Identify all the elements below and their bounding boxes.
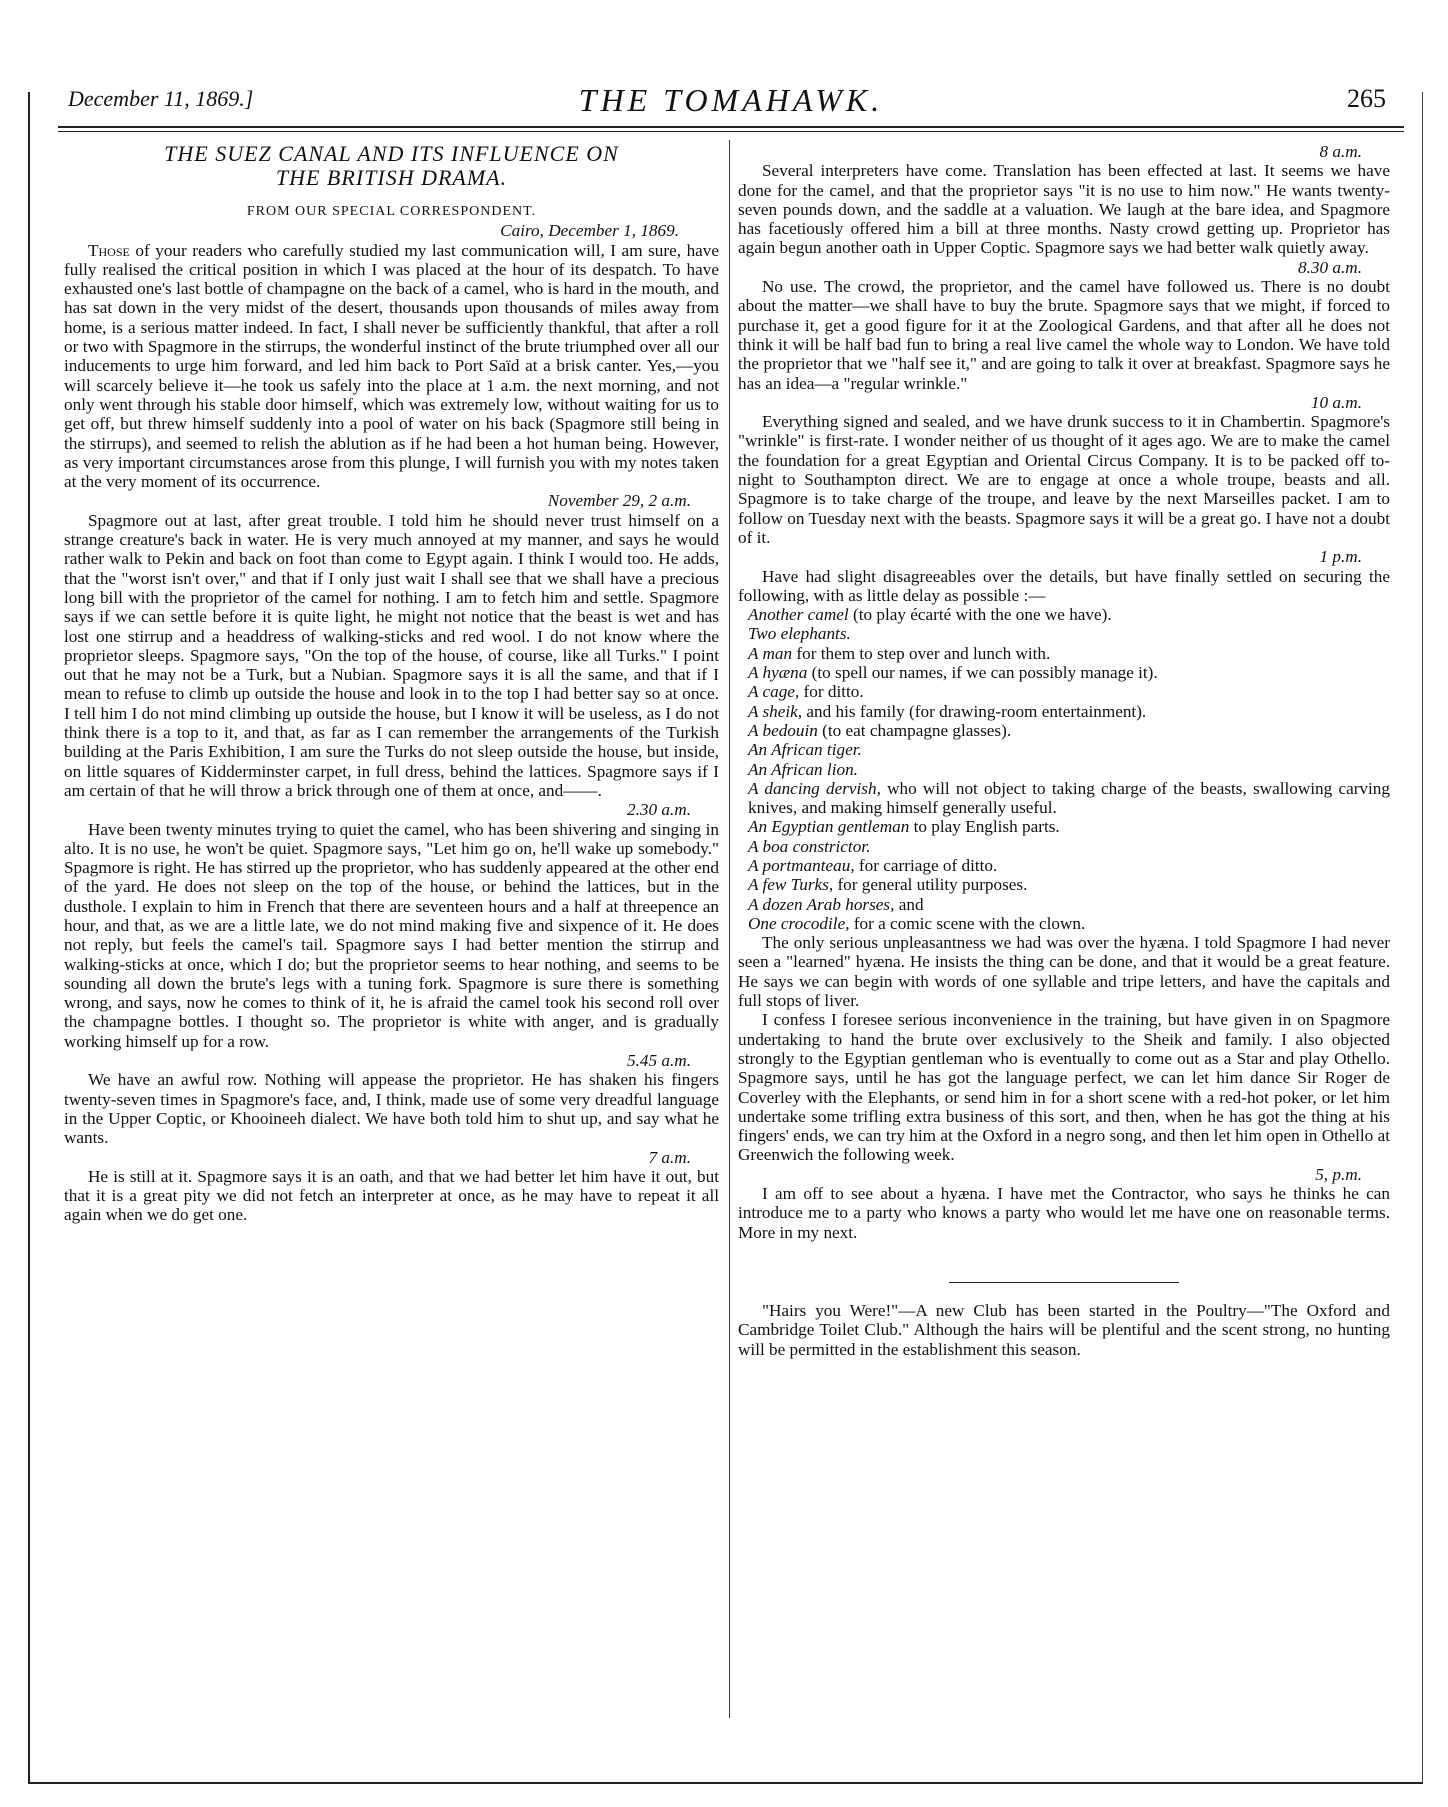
header-date: December 11, 1869.] <box>68 86 254 111</box>
list-item: An African lion. <box>748 759 858 779</box>
column-divider <box>729 140 730 1718</box>
header-rule <box>58 126 1404 128</box>
paragraph: We have an awful row. Nothing will appease the proprietor. He has shaken his fingers twenty-seven times in Spagmore's face, and, I think, made use of some very dreadful language in the Upper Coptic, or Khooineeh dialect. We have both told him to shut up, and say what he wants. <box>64 1070 719 1148</box>
timestamp: 5, p.m. <box>1315 1164 1362 1184</box>
list-item: A sheik, and his family (for drawing-room entertainment). <box>748 701 1147 721</box>
list-item: An African tiger. <box>748 740 862 760</box>
paragraph: The only serious unpleasantness we had was over the hyæna. I told Spagmore I had never seen a "learned" hyæna. He insists the thing can be done, and that it would be a great feature. He says we can begin with words of one syllable and tripe letters, and have the capitals and full stops of liver. <box>738 933 1390 1011</box>
paragraph: Several interpreters have come. Translation has been effected at last. It seems we have done for the camel, and that the proprietor says "it is no use to him now." He wants twenty-seven pounds down, and the saddle at a valuation. We laugh at the bare idea, and Spagmore has facetiously offered him a bill at three months. Nasty crowd getting up. Proprietor has again begun another oath in Upper Coptic. Spagmore says we had better walk quietly away. <box>738 161 1390 258</box>
timestamp: 1 p.m. <box>1319 547 1362 567</box>
news-paragraph: "Hairs you Were!"—A new Club has been started in the Poultry—"The Oxford and Cambridge Toilet Club." Although the hairs will be plentiful and the scent strong, no hunting will be permitted in the establishment this season. <box>738 1300 1390 1359</box>
byline: FROM OUR SPECIAL CORRESPONDENT. <box>246 204 537 219</box>
section-separator <box>949 1282 1179 1283</box>
page-header <box>58 82 1404 116</box>
paragraph: Those of your readers who carefully studied my last communication will, I am sure, have fully realised the critical position in which I was placed at the hour of its despatch. To have exhausted one's last bottle of champagne on the back of a camel, who is hard in the mouth, and has sat down in the very midst of the desert, thousands upon thousands of miles away from home, is a serious matter indeed. In fact, I shall never be sufficiently thankful, that after a roll or two with Spagmore in the stirrups, the wonderful instinct of the brute triumphed over all our inducements to urge him forward, and led him back to Port Saïd at a brisk canter. Yes,—you will scarcely believe it—he took us safely into the place at 1 a.m. the next morning, and not only went through his stable door himself, which was extremely low, without waiting for us to get off, but threw himself suddenly into a pool of water on his back (Spagmore still being in the stirrups), and seemed to relish the ablution as if he had been a hot human being. However, as very important circumstances arose from this plunge, I will furnish you with my notes taken at the very moment of its occurrence. <box>64 240 720 492</box>
list-item: An Egyptian gentleman to play English parts. <box>748 817 1060 837</box>
masthead-title: THE TOMAHAWK. <box>578 82 884 118</box>
header-rule-thin <box>58 131 1404 132</box>
timestamp: 8 a.m. <box>1319 142 1362 161</box>
paragraph: He is still at it. Spagmore says it is an oath, and that we had better let him have it out, but that it is a great pity we did not fetch an interpreter at once, as he may have to repeat it all again when we do get one. <box>64 1166 719 1225</box>
list-item: A dancing dervish, who will not object to taking charge of the beasts, swallowing carving knives, and making himself generally useful. <box>748 778 1390 818</box>
paragraph: Everything signed and sealed, and we have drunk success to it in Chambertin. Spagmore's "wrinkle" is first-rate. I wonder neither of us thought of it ages ago. We are to make the camel the foundation for a great Egyptian and Oriental Circus Company. It is to be packed off to-night to Southampton direct. We are to engage at once a whole troupe, beasts and all. Spagmore is to take charge of the troupe, and leave by the next Marseilles packet. I am to follow on Tuesday next with the beasts. Spagmore says it will be a great go. I have not a doubt of it. <box>738 412 1390 547</box>
paragraph: Have been twenty minutes trying to quiet the camel, who has been shivering and singing in alto. It is no use, he won't be quiet. Spagmore says, "Let him go on, he'll wake up somebody." Spagmore is right. He has stirred up the proprietor, who has suddenly appeared at the other end of the yard. He does not sleep on the top of the house, or behind the lattices, but in the dusthole. I explain to him in French that there are seventeen hours and a half at threepence an hour, and that, as we are a little late, we do not mind making five and sixpence of it. He does not reply, but feels the camel's tail. Spagmore says I had better mention the stirrup and walking-sticks at once, which I do; but the proprietor seems to hear nothing, and seems to be sounding all down the brute's legs with a tuning fork. Spagmore is sure there is something wrong, and says, now he comes to think of it, he is afraid the camel took his second roll over the champagne bottles. I thought so. The proprietor is white with anger, and is gradually working himself up for a row. <box>64 819 719 1051</box>
dateline: Cairo, December 1, 1869. <box>500 221 679 241</box>
list-item: Two elephants. <box>748 624 851 644</box>
timestamp: November 29, 2 a.m. <box>547 491 691 511</box>
list-item: A portmanteau, for carriage of ditto. <box>748 855 998 875</box>
timestamp: 10 a.m. <box>1310 392 1362 412</box>
paragraph: Spagmore out at last, after great trouble. I told him he should never trust himself on a strange creature's back in water. He is very much annoyed at my manner, and says he would rather walk to Pekin and back on foot than come to Egypt again. I think I would too. He adds, that the "worst isn't over," and that if I only just wait I shall see that we shall have a precious long bill with the proprietor of the camel for nothing. I am to fetch him and settle. Spagmore says if we can settle before it is quite light, he might not notice that the beast is wet and has lost one stirrup and a headdress of walking-sticks and red wool. I do not know where the proprietor sleeps. Spagmore says, "On the top of the house, of course, like all Turks." I point out that he may not be a Turk, but a Nubian. Spagmore says it is all the same, and that if I mean to refuse to climb up outside the house and look in to the top I had better say so at once. I tell him I do not mind climbing up outside the house, but I know it will be useless, as I do not think there is a top to it, and that, as far as I can remember the arrangements of the Turkish building at the Paris Exhibition, I am sure the Turks do not sleep outside the house, but inside, on little squares of Kidderminster carpet, in full dress, behind the lattices. Spagmore says if I am certain of that he will throw a brick through one of them at once, and——. <box>64 510 719 800</box>
list-item: A man for them to step over and lunch with. <box>748 643 1051 663</box>
paragraph: I am off to see about a hyæna. I have met the Contractor, who says he thinks he can introduce me to a party who knows a party who would let me have one on reasonable terms. More in my next. <box>738 1184 1390 1242</box>
list-item: A dozen Arab horses, and <box>748 894 924 914</box>
list-item: One crocodile, for a comic scene with the clown. <box>748 913 1086 933</box>
timestamp: 5.45 a.m. <box>627 1051 691 1071</box>
paragraph: No use. The crowd, the proprietor, and the camel have followed us. There is no doubt about the matter—we shall have to buy the brute. Spagmore says that we might, if forced to purchase it, get a good figure for it at the Zoological Gardens, and that after all he does not think it will be half bad fun to bring a real live camel the whole way to London. We have told the proprietor that we "half see it," and are going to talk it over at breakfast. Spagmore says he has an idea—a "regular wrinkle." <box>738 277 1390 393</box>
timestamp: 7 a.m. <box>648 1147 691 1167</box>
article-title: THE SUEZ CANAL AND ITS INFLUENCE ON THE BRITISH DRAMA. <box>164 141 619 190</box>
list-item: A cage, for ditto. <box>748 682 864 702</box>
paragraph: Have had slight disagreeables over the details, but have finally settled on securing the following, with as little delay as possible :— <box>738 566 1390 605</box>
page-number: 265 <box>1347 84 1386 113</box>
right-column <box>738 142 1390 1359</box>
list-item: A bedouin (to eat champagne glasses). <box>748 720 1012 740</box>
list-item: Another camel (to play écarté with the one we have). <box>748 605 1112 625</box>
timestamp: 2.30 a.m. <box>627 800 691 820</box>
timestamp: 8.30 a.m. <box>1298 257 1362 277</box>
list-item: A boa constrictor. <box>748 836 871 856</box>
acquisition-list <box>738 605 1390 933</box>
left-column <box>64 142 719 1225</box>
list-item: A hyæna (to spell our names, if we can possibly manage it). <box>748 663 1158 683</box>
paragraph: I confess I foresee serious inconvenience in the training, but have given in on Spagmore undertaking to hand the brute over exclusively to the Sheik and family. I also objected strongly to the Egyptian gentleman who is eventually to come out as a Star and play Othello. Spagmore says, until he has got the language perfect, we can let him dance Sir Roger de Coverley with the Elephants, or send him in for a short scene with a red-hot poker, or let him undertake some trifling extra business of this sort, and then, when he has got the thing at his fingers' ends, we can try him at the Oxford in a negro song, and then let him open in Othello at Greenwich the following week. <box>738 1010 1390 1165</box>
list-item: A few Turks, for general utility purposes. <box>748 875 1028 895</box>
